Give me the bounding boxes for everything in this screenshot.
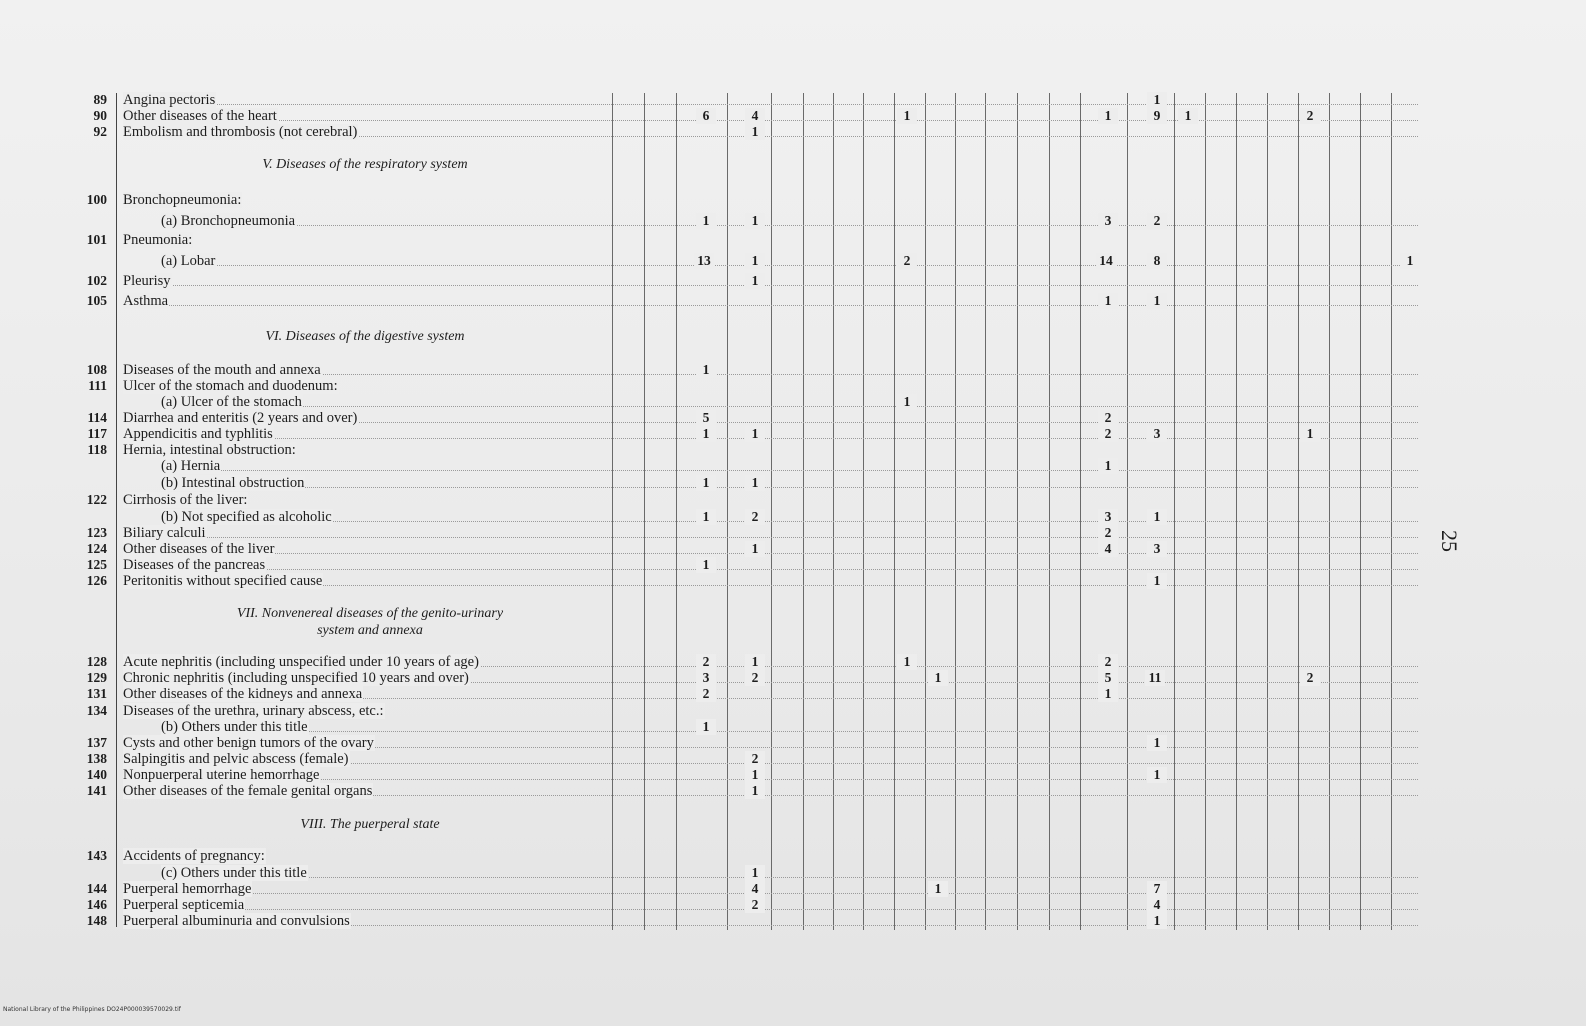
- table-cell-value: 3: [1147, 541, 1167, 557]
- row-label: [123, 670, 470, 686]
- row-number: 129: [86, 670, 107, 685]
- table-row: [0, 232, 1586, 248]
- section-heading: VIII. The puerperal state: [300, 817, 440, 832]
- row-label-text: (a) Lobar: [161, 253, 216, 269]
- row-label-text: (b) Intestinal obstruction: [161, 475, 305, 491]
- row-number: 114: [87, 410, 107, 425]
- page-number: 25: [1437, 530, 1462, 552]
- table-cell-value: 2: [745, 670, 765, 686]
- row-label: [161, 509, 333, 525]
- leader-dots: [161, 404, 1418, 407]
- row-number: 92: [93, 124, 107, 139]
- row-label-text: Accidents of pregnancy:: [123, 848, 265, 864]
- table-row: [0, 735, 1586, 751]
- leader-dots: [123, 551, 1418, 554]
- leader-dots: [123, 102, 1418, 105]
- table-cell-value: 1: [1098, 293, 1118, 309]
- row-number: 148: [86, 913, 107, 928]
- row-label-text: Other diseases of the heart: [123, 108, 277, 124]
- table-cell-value: 1: [928, 881, 948, 897]
- row-label: [161, 475, 305, 491]
- table-row: [0, 213, 1586, 229]
- row-label-text: Other diseases of the kidneys and annexa: [123, 686, 363, 702]
- table-cell-value: 3: [1147, 426, 1167, 442]
- row-label-text: Other diseases of the liver: [123, 541, 275, 557]
- table-cell-value: 1: [1147, 913, 1167, 929]
- table-cell-value: 7: [1147, 881, 1167, 897]
- row-label-text: Salpingitis and pelvic abscess (female): [123, 751, 349, 767]
- table-cell-value: 1: [745, 865, 765, 881]
- row-number: 137: [86, 735, 107, 750]
- row-label: [123, 913, 351, 929]
- row-label-text: Diseases of the urethra, urinary abscess, etc.:: [123, 703, 384, 719]
- table-row: [0, 525, 1586, 541]
- row-number: 126: [86, 573, 107, 588]
- row-label: [123, 232, 193, 248]
- row-number: 105: [86, 293, 107, 308]
- row-label: [123, 703, 385, 719]
- table-cell-value: 2: [745, 751, 765, 767]
- row-label: [161, 394, 303, 410]
- row-label: [123, 426, 274, 442]
- table-cell-value: 5: [1098, 670, 1118, 686]
- row-number: 102: [86, 273, 107, 288]
- section-heading: VI. Diseases of the digestive system: [265, 329, 465, 344]
- row-label-text: Nonpuerperal uterine hemorrhage: [123, 767, 320, 783]
- leader-dots: [161, 223, 1418, 226]
- row-label-text: (a) Hernia: [161, 458, 221, 474]
- row-label-text: Diseases of the mouth and annexa: [123, 362, 321, 378]
- table-cell-value: 1: [1098, 108, 1118, 124]
- table-cell-value: 1: [745, 475, 765, 491]
- table-cell-value: 3: [1098, 213, 1118, 229]
- table-cell-value: 1: [897, 654, 917, 670]
- row-label-text: Puerperal albuminuria and convulsions: [123, 913, 350, 929]
- table-cell-value: 14: [1096, 253, 1116, 269]
- table-cell-value: 2: [1098, 525, 1118, 541]
- leader-dots: [123, 567, 1418, 570]
- leader-dots: [123, 303, 1418, 306]
- table-cell-value: 1: [696, 719, 716, 735]
- row-label-text: (c) Others under this title: [161, 865, 307, 881]
- table-cell-value: 1: [1147, 767, 1167, 783]
- row-label: [123, 686, 363, 702]
- table-cell-value: 1: [1147, 509, 1167, 525]
- table-cell-value: 1: [696, 509, 716, 525]
- table-cell-value: 1: [745, 253, 765, 269]
- row-label-text: Puerperal septicemia: [123, 897, 245, 913]
- table-row: [0, 410, 1586, 426]
- row-number: 117: [87, 426, 107, 441]
- table-row: [0, 881, 1586, 897]
- table-cell-value: 11: [1145, 670, 1165, 686]
- table-cell-value: 2: [696, 686, 716, 702]
- row-number: 108: [86, 362, 107, 377]
- table-cell-value: 2: [1300, 108, 1320, 124]
- table-cell-value: 2: [745, 897, 765, 913]
- row-label: [123, 897, 245, 913]
- row-number: 143: [86, 848, 107, 863]
- leader-dots: [161, 263, 1418, 266]
- table-row: [0, 670, 1586, 686]
- table-row: [0, 192, 1586, 208]
- row-label-text: Diarrhea and enteritis (2 years and over): [123, 410, 358, 426]
- table-cell-value: 3: [1098, 509, 1118, 525]
- table-row: [0, 426, 1586, 442]
- row-number: 128: [86, 654, 107, 669]
- table-cell-value: 1: [745, 213, 765, 229]
- row-number: 111: [88, 378, 107, 393]
- row-label: [123, 192, 242, 208]
- row-number: 123: [86, 525, 107, 540]
- table-cell-value: 1: [745, 541, 765, 557]
- table-cell-value: 1: [696, 475, 716, 491]
- row-number: 146: [86, 897, 107, 912]
- row-number: 140: [86, 767, 107, 782]
- table-row: [0, 509, 1586, 525]
- table-row: [0, 573, 1586, 589]
- table-row: [0, 394, 1586, 410]
- leader-dots: [123, 891, 1418, 894]
- row-label-text: Cysts and other benign tumors of the ovary: [123, 735, 374, 751]
- row-label-text: Cirrhosis of the liver:: [123, 492, 248, 508]
- table-cell-value: 1: [745, 783, 765, 799]
- row-number: 131: [86, 686, 107, 701]
- table-row: [0, 783, 1586, 799]
- leader-dots: [161, 519, 1418, 522]
- leader-dots: [161, 875, 1418, 878]
- row-label: [123, 735, 375, 751]
- table-row: [0, 475, 1586, 491]
- table-row: [0, 686, 1586, 702]
- row-label: [161, 719, 309, 735]
- row-label: [123, 442, 297, 458]
- table-cell-value: 8: [1147, 253, 1167, 269]
- row-label-text: Peritonitis without specified cause: [123, 573, 323, 589]
- row-label: [123, 541, 275, 557]
- table-row: [0, 848, 1586, 864]
- leader-dots: [123, 535, 1418, 538]
- row-label: [123, 378, 339, 394]
- row-label: [123, 848, 266, 864]
- leader-dots: [123, 907, 1418, 910]
- table-row: [0, 458, 1586, 474]
- row-label: [123, 410, 358, 426]
- row-label: [123, 108, 278, 124]
- table-row: [0, 654, 1586, 670]
- row-label: [123, 492, 248, 508]
- table-cell-value: 1: [1147, 573, 1167, 589]
- row-number: 125: [86, 557, 107, 572]
- table-cell-value: 1: [928, 670, 948, 686]
- table-row: [0, 92, 1586, 108]
- row-label: [123, 654, 480, 670]
- table-cell-value: 9: [1147, 108, 1167, 124]
- table-cell-value: 1: [745, 767, 765, 783]
- row-label-text: Acute nephritis (including unspecified under 10 years of age): [123, 654, 479, 670]
- table-cell-value: 13: [694, 253, 714, 269]
- row-label-text: Ulcer of the stomach and duodenum:: [123, 378, 338, 394]
- row-label: [123, 273, 172, 289]
- row-label: [123, 92, 216, 108]
- row-number: 100: [86, 192, 107, 207]
- row-label-text: (a) Ulcer of the stomach: [161, 394, 302, 410]
- row-number: 134: [86, 703, 107, 718]
- table-cell-value: 1: [745, 124, 765, 140]
- table-cell-value: 3: [696, 670, 716, 686]
- table-cell-value: 6: [696, 108, 716, 124]
- row-label: [161, 213, 296, 229]
- table-cell-value: 1: [696, 557, 716, 573]
- table-cell-value: 2: [745, 509, 765, 525]
- table-row: [0, 913, 1586, 929]
- row-label: [161, 458, 221, 474]
- table-row: [0, 865, 1586, 881]
- row-label: [123, 751, 350, 767]
- table-cell-value: 1: [897, 394, 917, 410]
- section-heading: V. Diseases of the respiratory system: [262, 157, 468, 172]
- row-label: [161, 253, 216, 269]
- row-label: [123, 573, 323, 589]
- table-cell-value: 4: [1147, 897, 1167, 913]
- table-cell-value: 4: [745, 108, 765, 124]
- table-cell-value: 2: [897, 253, 917, 269]
- leader-dots: [161, 468, 1418, 471]
- row-label: [123, 293, 169, 309]
- row-label: [123, 767, 320, 783]
- table-cell-value: 2: [1300, 670, 1320, 686]
- table-cell-value: 4: [1098, 541, 1118, 557]
- row-label: [123, 362, 322, 378]
- row-label-text: Chronic nephritis (including unspecified 10 years and over): [123, 670, 469, 686]
- table-cell-value: 1: [745, 273, 765, 289]
- table-cell-value: 1: [1147, 293, 1167, 309]
- table-cell-value: 1: [1300, 426, 1320, 442]
- leader-dots: [123, 118, 1418, 121]
- leader-dots: [161, 485, 1418, 488]
- row-label-text: Asthma: [123, 293, 169, 309]
- table-row: [0, 293, 1586, 309]
- row-label-text: Diseases of the pancreas: [123, 557, 266, 573]
- row-label: [123, 525, 207, 541]
- table-row: [0, 108, 1586, 124]
- table-row: [0, 751, 1586, 767]
- table-cell-value: 1: [745, 426, 765, 442]
- table-row: [0, 124, 1586, 140]
- table-cell-value: 1: [745, 654, 765, 670]
- table-cell-value: 1: [696, 426, 716, 442]
- table-row: [0, 442, 1586, 458]
- table-row: [0, 492, 1586, 508]
- table-row: [0, 253, 1586, 269]
- table-row: [0, 362, 1586, 378]
- row-number: 89: [93, 92, 107, 107]
- table-cell-value: 4: [745, 881, 765, 897]
- table-cell-value: 1: [696, 362, 716, 378]
- table-cell-value: 1: [1400, 253, 1420, 269]
- row-number: 124: [86, 541, 107, 556]
- section-heading: VII. Nonvenereal diseases of the genito-urinary system and annexa: [236, 606, 504, 638]
- row-label: [123, 783, 373, 799]
- row-label-text: Angina pectoris: [123, 92, 216, 108]
- row-number: 144: [86, 881, 107, 896]
- row-label: [123, 881, 252, 897]
- leader-dots: [161, 729, 1418, 732]
- row-label-text: Hernia, intestinal obstruction:: [123, 442, 296, 458]
- row-label-text: Puerperal hemorrhage: [123, 881, 252, 897]
- row-label-text: Embolism and thrombosis (not cerebral): [123, 124, 358, 140]
- row-label-text: Pleurisy: [123, 273, 171, 289]
- row-number: 90: [93, 108, 107, 123]
- row-label-text: Appendicitis and typhlitis: [123, 426, 273, 442]
- table-cell-value: 1: [1098, 686, 1118, 702]
- table-row: [0, 703, 1586, 719]
- table-cell-value: 2: [1098, 426, 1118, 442]
- table-cell-value: 2: [696, 654, 716, 670]
- footer-text: National Library of the Philippines DO24P000039570029.tif: [3, 1006, 181, 1013]
- table-cell-value: 1: [1147, 92, 1167, 108]
- row-label: [161, 865, 308, 881]
- table-row: [0, 719, 1586, 735]
- table-row: [0, 273, 1586, 289]
- row-label: [123, 124, 358, 140]
- row-label-text: (a) Bronchopneumonia: [161, 213, 296, 229]
- table-cell-value: 2: [1147, 213, 1167, 229]
- table-cell-value: 1: [1147, 735, 1167, 751]
- table-cell-value: 1: [696, 213, 716, 229]
- row-number: 101: [86, 232, 107, 247]
- row-number: 141: [86, 783, 107, 798]
- table-row: [0, 557, 1586, 573]
- row-label: [123, 557, 266, 573]
- table-row: [0, 378, 1586, 394]
- row-label-text: Biliary calculi: [123, 525, 206, 541]
- row-number: 122: [86, 492, 107, 507]
- table-cell-value: 2: [1098, 654, 1118, 670]
- table-cell-value: 1: [897, 108, 917, 124]
- leader-dots: [123, 283, 1418, 286]
- row-number: 138: [86, 751, 107, 766]
- table-cell-value: 2: [1098, 410, 1118, 426]
- row-label-text: (b) Not specified as alcoholic: [161, 509, 332, 525]
- table-row: [0, 541, 1586, 557]
- table-cell-value: 1: [1098, 458, 1118, 474]
- leader-dots: [123, 436, 1418, 439]
- table-cell-value: 1: [1178, 108, 1198, 124]
- table-cell-value: 5: [696, 410, 716, 426]
- row-number: 118: [87, 442, 107, 457]
- row-label-text: Pneumonia:: [123, 232, 193, 248]
- row-label-text: Bronchopneumonia:: [123, 192, 242, 208]
- row-label-text: Other diseases of the female genital organs: [123, 783, 373, 799]
- table-row: [0, 767, 1586, 783]
- table-row: [0, 897, 1586, 913]
- row-label-text: (b) Others under this title: [161, 719, 308, 735]
